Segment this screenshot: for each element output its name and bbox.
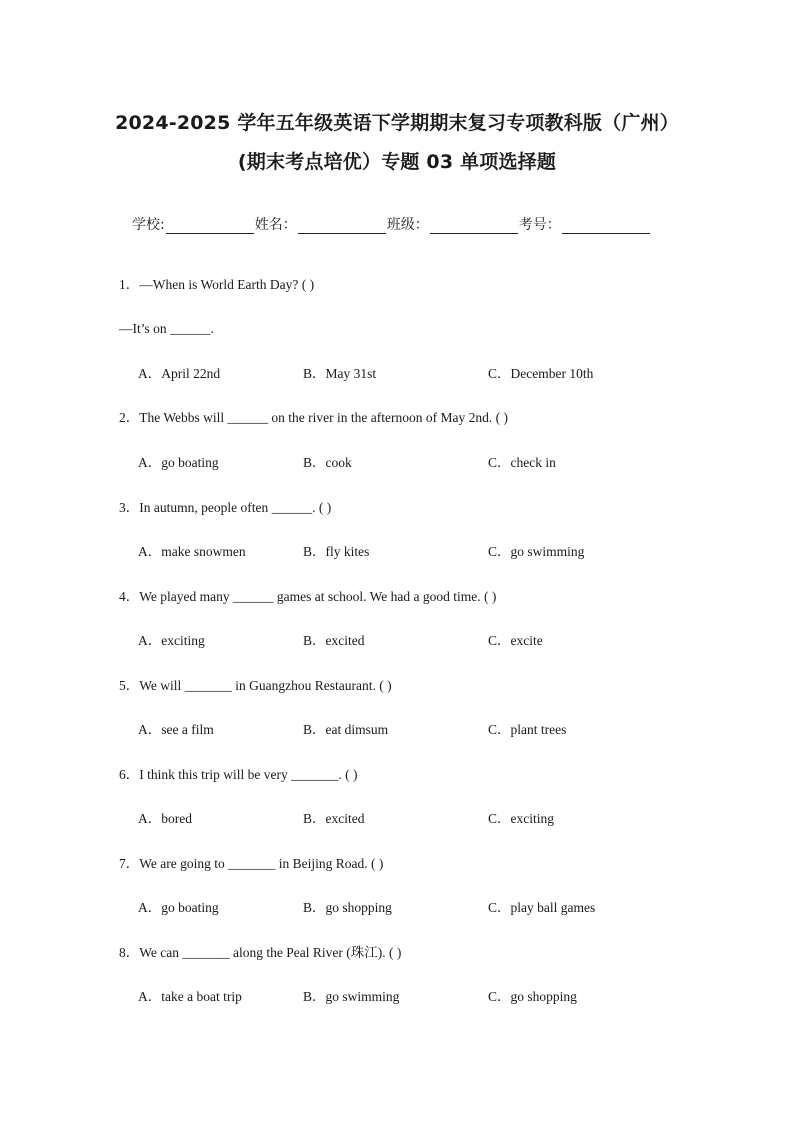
question-6-option-b[interactable]: B．excited	[303, 811, 365, 826]
class-label: 班级：	[386, 217, 429, 233]
question-4-option-b[interactable]: B．excited	[303, 633, 365, 648]
question-2-option-c[interactable]: C．check in	[488, 455, 556, 470]
question-7-option-a[interactable]: A．go boating	[138, 900, 219, 915]
question-1-option-b[interactable]: B．May 31st	[303, 366, 377, 381]
question-3: 3．In autumn, people often ______. ( )	[119, 500, 332, 515]
question-2: 2．The Webbs will ______ on the river in the afternoon of May 2nd. ( )	[119, 410, 508, 425]
question-5-option-b[interactable]: B．eat dimsum	[303, 722, 389, 737]
question-1-option-c[interactable]: C．December 10th	[488, 366, 594, 381]
question-8-option-a[interactable]: A．take a boat trip	[138, 989, 242, 1004]
class-blank[interactable]	[430, 218, 518, 234]
name-blank[interactable]	[298, 218, 386, 234]
school-blank[interactable]	[166, 218, 254, 234]
student-info-row	[132, 214, 651, 234]
question-7-option-b[interactable]: B．go shopping	[303, 900, 392, 915]
number-label: 考号：	[518, 217, 561, 233]
question-7-option-c[interactable]: C．play ball games	[488, 900, 596, 915]
school-label: 学校:	[132, 217, 165, 233]
question-5-option-a[interactable]: A．see a film	[138, 722, 214, 737]
question-5: 5．We will _______ in Guangzhou Restaurant. ( )	[119, 678, 392, 693]
number-blank[interactable]	[562, 218, 650, 234]
title-line-2: (期末考点培优）专题 03 单项选择题	[237, 151, 557, 173]
question-4-option-c[interactable]: C．excite	[488, 633, 543, 648]
question-8-option-b[interactable]: B．go swimming	[303, 989, 400, 1004]
question-1-sub: —It’s on ______.	[119, 321, 214, 336]
question-4: 4．We played many ______ games at school. We had a good time. ( )	[119, 589, 497, 604]
name-label: 姓名：	[254, 217, 297, 233]
question-3-option-c[interactable]: C．go swimming	[488, 544, 585, 559]
question-1-option-a[interactable]: A．April 22nd	[138, 366, 221, 381]
question-6-option-a[interactable]: A．bored	[138, 811, 192, 826]
question-4-option-a[interactable]: A．exciting	[138, 633, 205, 648]
question-7: 7．We are going to _______ in Beijing Road. ( )	[119, 856, 384, 871]
question-2-option-b[interactable]: B．cook	[303, 455, 352, 470]
title-line-1: 2024-2025 学年五年级英语下学期期末复习专项教科版（广州）	[115, 112, 679, 134]
question-5-option-c[interactable]: C．plant trees	[488, 722, 567, 737]
question-6: 6．I think this trip will be very _______. ( )	[119, 767, 358, 782]
question-8-option-c[interactable]: C．go shopping	[488, 989, 577, 1004]
question-6-option-c[interactable]: C．exciting	[488, 811, 554, 826]
question-2-option-a[interactable]: A．go boating	[138, 455, 219, 470]
question-3-option-a[interactable]: A．make snowmen	[138, 544, 246, 559]
question-1: 1．—When is World Earth Day? ( )	[119, 277, 315, 292]
question-8: 8．We can _______ along the Peal River (珠江). ( )	[119, 945, 402, 960]
question-3-option-b[interactable]: B．fly kites	[303, 544, 370, 559]
